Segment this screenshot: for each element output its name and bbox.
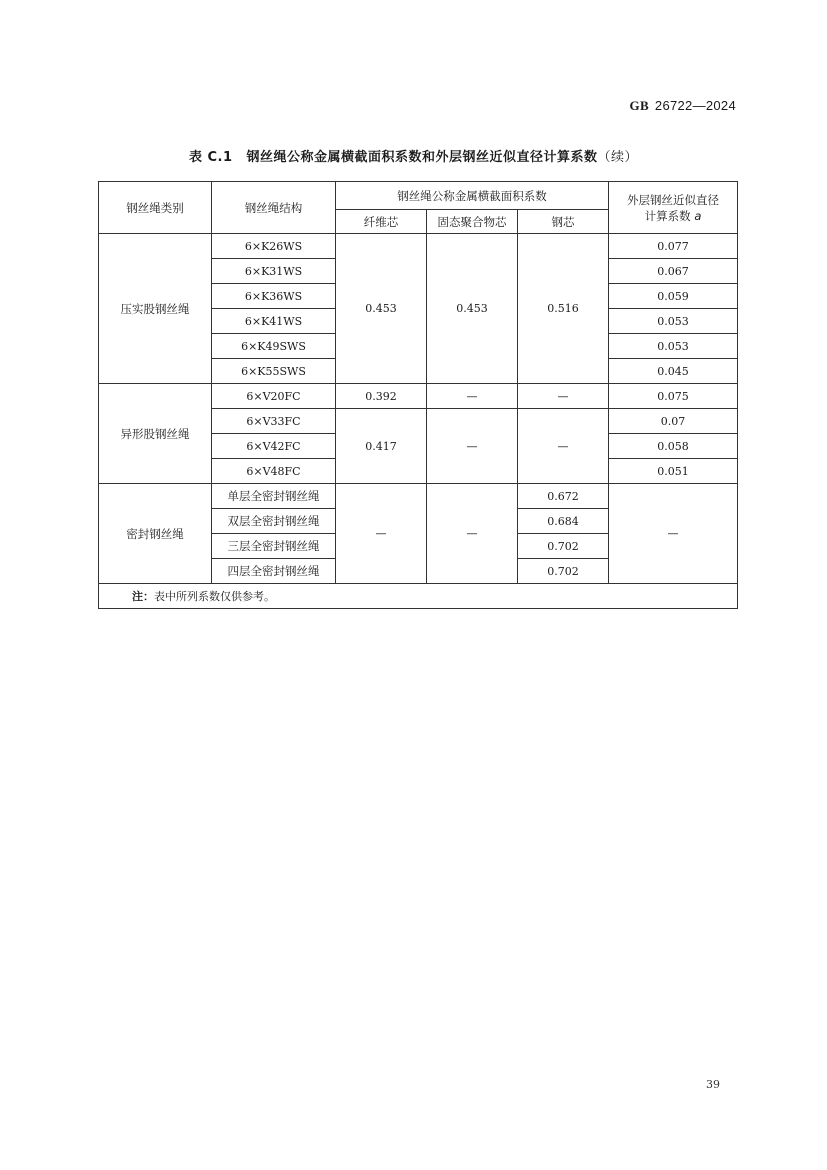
outer-coef-line1: 外层钢丝近似直径 [627, 192, 720, 207]
table-number: 表 C.1 [188, 150, 233, 165]
table-note [99, 584, 738, 609]
table-title: 钢丝绳公称金属横截面积系数和外层钢丝近似直径计算系数 [246, 150, 598, 165]
outer-coef-cell: 0.075 [609, 384, 738, 409]
polymer-core-cell: — [427, 484, 518, 584]
polymer-core-cell: — [427, 384, 518, 409]
header-row-1 [99, 182, 738, 210]
outer-coef-cell: 0.067 [609, 259, 738, 284]
outer-coef-cell: 0.058 [609, 434, 738, 459]
table-row [99, 384, 738, 409]
col-header-polymer-core: 固态聚合物芯 [427, 210, 518, 234]
outer-coef-cell: 0.051 [609, 459, 738, 484]
structure-cell: 6×K31WS [212, 259, 336, 284]
structure-cell: 6×K26WS [212, 234, 336, 259]
table-caption [0, 146, 827, 165]
steel-core-cell: 0.702 [518, 534, 609, 559]
fiber-core-cell: — [336, 484, 427, 584]
steel-core-cell: 0.684 [518, 509, 609, 534]
col-header-structure: 钢丝绳结构 [212, 182, 336, 234]
col-header-outer-coef [609, 182, 738, 234]
table-row [99, 234, 738, 259]
outer-coef-symbol: a [694, 208, 702, 223]
fiber-core-cell: 0.417 [336, 409, 427, 484]
outer-coef-cell: 0.059 [609, 284, 738, 309]
outer-coef-cell: — [609, 484, 738, 584]
note-text: 表中所列系数仅供参考。 [154, 590, 275, 603]
outer-coef-cell: 0.07 [609, 409, 738, 434]
steel-core-cell: 0.672 [518, 484, 609, 509]
structure-cell: 6×V42FC [212, 434, 336, 459]
steel-core-cell: — [518, 384, 609, 409]
note-row [99, 584, 738, 609]
structure-cell: 双层全密封钢丝绳 [212, 509, 336, 534]
structure-cell: 6×K41WS [212, 309, 336, 334]
fiber-core-cell: 0.392 [336, 384, 427, 409]
structure-cell: 四层全密封钢丝绳 [212, 559, 336, 584]
structure-cell: 6×V33FC [212, 409, 336, 434]
outer-coef-cell: 0.053 [609, 334, 738, 359]
category-cell: 异形股钢丝绳 [99, 384, 212, 484]
col-header-fiber-core: 纤维芯 [336, 210, 427, 234]
outer-coef-cell: 0.045 [609, 359, 738, 384]
coefficient-table [98, 181, 738, 609]
table-row [99, 484, 738, 509]
polymer-core-cell: — [427, 409, 518, 484]
structure-cell: 6×K55SWS [212, 359, 336, 384]
note-label: 注： [132, 590, 154, 603]
structure-cell: 6×V20FC [212, 384, 336, 409]
category-cell: 密封钢丝绳 [99, 484, 212, 584]
category-cell: 压实股钢丝绳 [99, 234, 212, 384]
outer-coef-cell: 0.077 [609, 234, 738, 259]
structure-cell: 6×K49SWS [212, 334, 336, 359]
standard-number [630, 98, 736, 114]
fiber-core-cell: 0.453 [336, 234, 427, 384]
continued-mark: （续） [597, 150, 639, 165]
structure-cell: 6×V48FC [212, 459, 336, 484]
steel-core-cell: — [518, 409, 609, 484]
outer-coef-cell: 0.053 [609, 309, 738, 334]
standard-code: 26722—2024 [654, 98, 736, 113]
page-number: 39 [706, 1078, 720, 1091]
standard-prefix: GB [629, 98, 649, 113]
col-header-steel-core: 钢芯 [518, 210, 609, 234]
col-header-area-group: 钢丝绳公称金属横截面积系数 [336, 182, 609, 210]
structure-cell: 三层全密封钢丝绳 [212, 534, 336, 559]
outer-coef-label: 计算系数 [644, 208, 691, 223]
steel-core-cell: 0.516 [518, 234, 609, 384]
polymer-core-cell: 0.453 [427, 234, 518, 384]
structure-cell: 单层全密封钢丝绳 [212, 484, 336, 509]
steel-core-cell: 0.702 [518, 559, 609, 584]
outer-coef-line2 [609, 208, 737, 224]
structure-cell: 6×K36WS [212, 284, 336, 309]
col-header-category: 钢丝绳类别 [99, 182, 212, 234]
